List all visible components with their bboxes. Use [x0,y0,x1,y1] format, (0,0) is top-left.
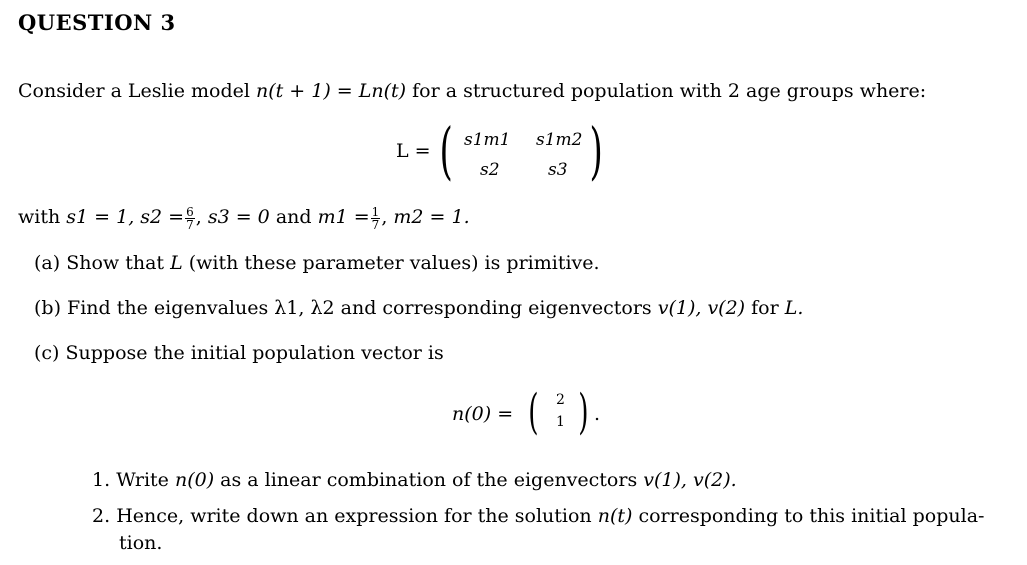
part-b-label: (b) [34,297,61,319]
intro-equation: n(t + 1) = Ln(t) [255,80,407,102]
part-a-text-1: Show that [66,252,171,274]
subpart-2-text-1: Hence, write down an expression for the solution [116,505,598,527]
params-with: with [18,206,61,228]
left-paren: ( [439,114,453,187]
fraction-m1 [371,206,381,231]
fraction-s2 [185,206,195,231]
vector-right-paren: ) [578,384,589,440]
fraction-s2-den: 7 [186,217,194,232]
part-b-text-2: for [745,297,785,319]
param-m2: m2 = 1. [393,206,470,228]
matrix-cell-4: s3 [548,160,568,180]
part-c-label: (c) [34,342,60,364]
part-a-text-2: (with these parameter values) is primitive. [182,252,600,274]
question-heading: QUESTION 3 [18,10,176,35]
fraction-m1-den: 7 [371,217,380,232]
subpart-2-text-2: corresponding to this initial popula- [632,505,985,527]
right-paren: ) [589,114,603,187]
vector-left-paren: ( [528,384,539,440]
subpart-1-label: 1. [92,469,111,491]
subpart-2-label: 2. [92,505,111,527]
subpart-1 [92,468,737,492]
intro-text-start: Consider a Leslie model [18,80,256,102]
matrix-cell-2: s1m2 [536,130,583,150]
part-c [34,341,444,365]
subpart-1-text-2: as a linear combination of the eigenvectors [214,469,644,491]
part-c-text: Suppose the initial population vector is [65,342,444,364]
subpart-2 [92,504,984,528]
part-b-text-1: Find the eigenvalues λ1, λ2 and corresponding eigenvectors [67,297,658,319]
subpart-1-text-1: Write [116,469,175,491]
param-m1-lhs: m1 = [317,206,370,228]
intro-line [18,79,926,103]
params-line: with s1 = 1, s2 = $\frac{6}{7}$ , s3 = 0 and m1 = $\frac{1}{7}$ , m2 = 1. [18,204,470,232]
param-s3: s3 = 0 [207,206,270,228]
subpart-1-var: n(0) [174,469,215,491]
vector-label: n(0) = [452,403,514,425]
param-s2-lhs: s2 = [140,206,185,228]
vector-value-1: 2 [556,392,565,408]
part-a-label: (a) [34,252,61,274]
matrix-label: L = [396,140,431,162]
params-and: and [275,206,312,228]
part-b-var: L. [784,297,804,319]
intro-text-end: for a structured population with 2 age groups where: [406,80,927,102]
matrix-cell-1: s1m1 [464,130,511,150]
subpart-2-continued: tion. [119,532,163,554]
fraction-m1-num: 1 [371,204,380,219]
vector-end: . [594,403,601,425]
subpart-2-var: n(t) [597,505,633,527]
subpart-1-vectors: v(1), v(2). [643,469,737,491]
vector-value-2: 1 [556,414,565,430]
param-s1: s1 = 1, [66,206,135,228]
fraction-s2-num: 6 [186,204,194,219]
part-b-vectors: v(1), v(2) [657,297,746,319]
part-b [34,296,803,320]
part-a-var: L [170,252,183,274]
matrix-cell-3: s2 [480,160,500,180]
part-a [34,251,600,275]
